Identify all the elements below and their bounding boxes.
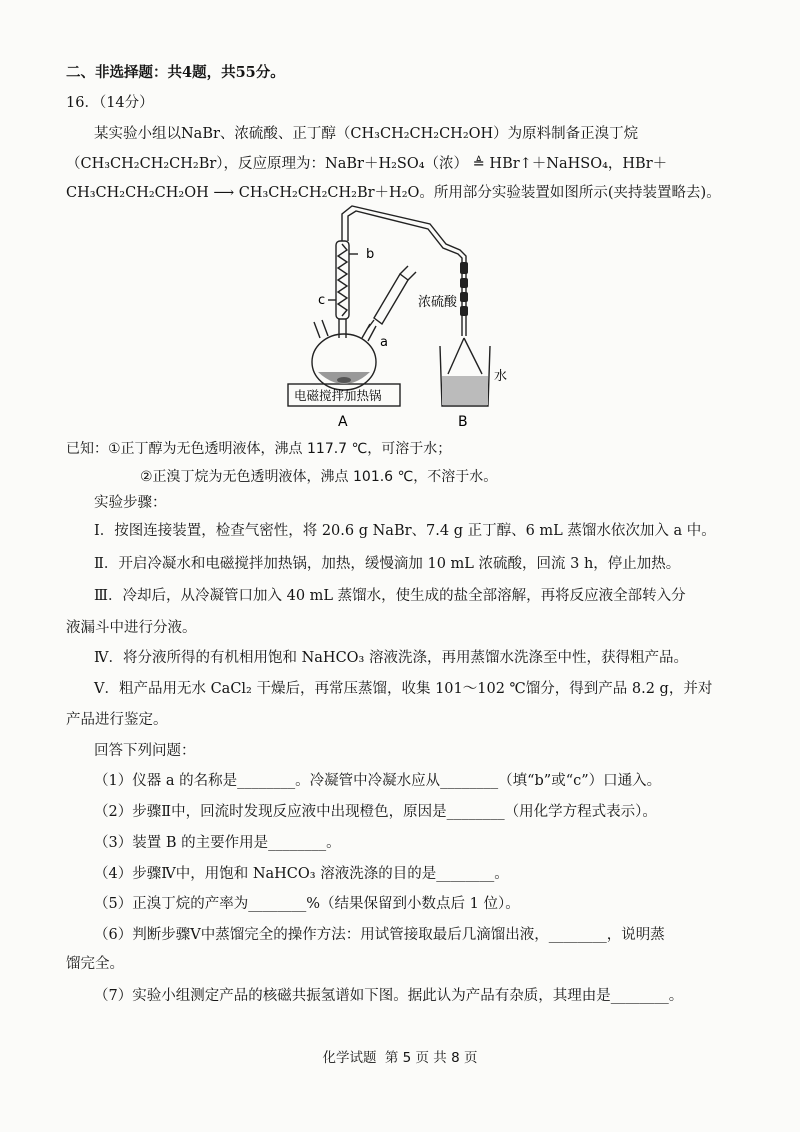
question-2: （2）步骤Ⅱ中，回流时发现反应液中出现橙色，原因是________（用化学方程式表示）。 bbox=[94, 804, 657, 820]
label-acid: 浓硫酸 bbox=[418, 295, 458, 310]
label-a: a bbox=[380, 335, 388, 350]
question-1: （1）仪器 a 的名称是________。冷凝管中冷凝水应从________（填“b”或“c”）口通入。 bbox=[94, 773, 662, 789]
label-b: b bbox=[366, 247, 375, 262]
known-line-1 bbox=[66, 438, 451, 460]
apparatus-figure bbox=[270, 196, 530, 432]
footer-page: 第 5 页 共 8 页 bbox=[384, 1050, 478, 1066]
question-4: （4）步骤Ⅳ中，用饱和 NaHCO₃ 溶液洗涤的目的是________。 bbox=[94, 866, 509, 882]
question-6-cont: 馏完全。 bbox=[66, 956, 124, 972]
known-item-1: ①正丁醇为无色透明液体，沸点 117.7 ℃，可溶于水； bbox=[108, 441, 452, 457]
step-1: Ⅰ．按图连接装置，检查气密性，将 20.6 g NaBr、7.4 g 正丁醇、6 mL 蒸馏水依次加入 a 中。 bbox=[94, 523, 716, 539]
page-footer bbox=[0, 1046, 800, 1066]
step-5-cont: 产品进行鉴定。 bbox=[66, 712, 168, 728]
caption-a: A bbox=[338, 414, 348, 430]
intro-line-3: CH₃CH₂CH₂CH₂OH ⟶ CH₃CH₂CH₂CH₂Br＋H₂O。所用部分实验装置如图所示(夹持装置略去)。 bbox=[66, 185, 721, 201]
answer-title: 回答下列问题： bbox=[94, 743, 196, 759]
intro-line-2: （CH₃CH₂CH₂CH₂Br），反应原理为：NaBr＋H₂SO₄（浓） ≜ HBr↑＋NaHSO₄，HBr＋ bbox=[66, 156, 668, 172]
question-5: （5）正溴丁烷的产率为________%（结果保留到小数点后 1 位）。 bbox=[94, 896, 520, 912]
step-3-cont: 液漏斗中进行分液。 bbox=[66, 620, 197, 636]
step-2: Ⅱ．开启冷凝水和电磁搅拌加热锅，加热，缓慢滴加 10 mL 浓硫酸，回流 3 h，停止加热。 bbox=[94, 556, 681, 572]
question-number: 16．（14分） bbox=[66, 95, 154, 111]
caption-b: B bbox=[458, 414, 468, 430]
question-3: （3）装置 B 的主要作用是________。 bbox=[94, 835, 341, 851]
footer-subject: 化学试题 bbox=[322, 1050, 377, 1066]
step-3: Ⅲ．冷却后，从冷凝管口加入 40 mL 蒸馏水，使生成的盐全部溶解，再将反应液全部转入分 bbox=[94, 588, 686, 604]
step-5: Ⅴ．粗产品用无水 CaCl₂ 干燥后，再常压蒸馏，收集 101～102 ℃馏分，得到产品 8.2 g，并对 bbox=[94, 681, 713, 697]
label-water: 水 bbox=[494, 369, 508, 384]
known-item-2: ②正溴丁烷为无色透明液体，沸点 101.6 ℃，不溶于水。 bbox=[140, 469, 498, 485]
label-c: c bbox=[318, 293, 326, 308]
step-4: Ⅳ．将分液所得的有机相用饱和 NaHCO₃ 溶液洗涤，再用蒸馏水洗涤至中性，获得粗产品。 bbox=[94, 650, 688, 666]
question-7: （7）实验小组测定产品的核磁共振氢谱如下图。据此认为产品有杂质，其理由是________。 bbox=[94, 988, 684, 1004]
question-6: （6）判断步骤Ⅴ中蒸馏完全的操作方法：用试管接取最后几滴馏出液，________，说明蒸 bbox=[94, 927, 665, 943]
heater-label: 电磁搅拌加热锅 bbox=[294, 388, 382, 403]
section-header: 二、非选择题：共4题，共55分。 bbox=[66, 64, 285, 81]
steps-title: 实验步骤： bbox=[94, 495, 167, 511]
known-prefix: 已知： bbox=[66, 441, 108, 457]
intro-line-1: 某实验小组以NaBr、浓硫酸、正丁醇（CH₃CH₂CH₂CH₂OH）为原料制备正溴丁烷 bbox=[94, 126, 639, 142]
